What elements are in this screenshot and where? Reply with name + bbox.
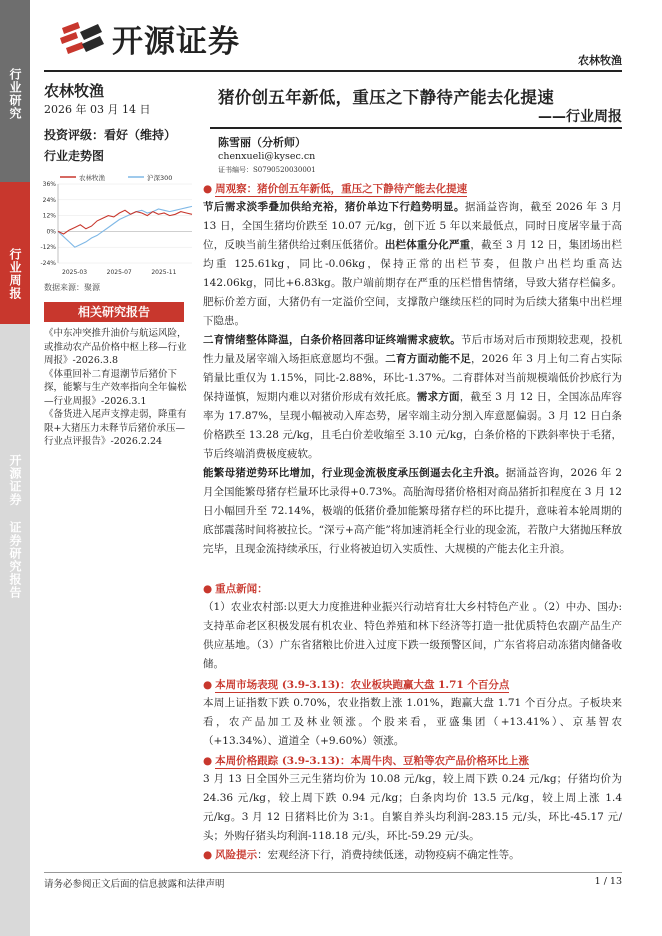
related-report-link[interactable]: 《中东冲突推升油价与航运风险，或推动农产品价格中枢上移—行业周报》-2026.3.8 — [44, 328, 187, 366]
risk-text: ：宏观经济下行，消费持续低迷，动物疫病不确定性等。 — [257, 849, 520, 861]
left-strip-category — [0, 0, 30, 182]
footer-disclaimer: 请务必参阅正文后面的信息披露和法律声明 — [44, 879, 225, 890]
related-reports-list — [44, 327, 190, 449]
industry-name: 农林牧渔 — [44, 82, 105, 100]
market-section — [203, 676, 622, 751]
bullet-icon: ● — [203, 849, 213, 861]
analyst-name: 陈雪丽（分析师） — [218, 136, 306, 149]
company-logo-icon — [58, 18, 106, 58]
para-lead: 节后需求淡季叠加供给充裕，猪价单边下行趋势明显。 — [203, 201, 465, 213]
para-lead: 能繁母猪逆势环比增加，行业现金流极度承压倒逼去化主升浪。 — [203, 467, 506, 479]
strip-type-text: 行业周报 — [8, 248, 22, 300]
report-date: 2026 年 03 月 14 日 — [44, 103, 151, 116]
related-report-link[interactable]: 《备货进入尾声支撑走弱，降重有限+大猪压力未释节后猪价承压—行业点评报告》-2026.2.24 — [44, 409, 187, 447]
header-industry-tag: 农林牧渔 — [578, 54, 622, 67]
y-tick-label: 24% — [42, 196, 56, 204]
strip-category-text: 行业研究 — [8, 68, 22, 120]
investment-rating: 投资评级：看好（维持） — [44, 128, 177, 142]
left-strip-type — [0, 182, 30, 324]
price-text: 3 月 13 日全国外三元生猪均价为 10.08 元/kg，较上周下跌 0.24 元/kg；仔猪均价为 24.36 元/kg，较上周下跌 0.94 元/kg；白条肉均价 13.5 元/kg，较上周上涨 1.4 元/kg。3 月 12 日猪料比价为 3:1。自繁自养头均利润-283.15 元/头，环比-45.17 元/头；外购仔猪头均利润-118.18 元/头，环比-59.29 元/头。 — [203, 773, 622, 842]
weekly-observation-section — [203, 180, 622, 559]
report-title: 猪价创五年新低，重压之下静待产能去化提速 — [218, 88, 554, 107]
para-text: 据涌益咨询，2026 年 2 月全国能繁母猪存栏量环比录得+0.73%。高胎淘母猪价格相对商品猪折扣程度在 3 月 12 日小幅回升至 72.14%，极端的低猪价叠加能繁母猪存栏的环比提升，意味着本轮周期的底部震荡时间将被拉长。“深亏+高产能”将加速消耗全行业的现金流，若散户大猪抛压释放完毕，且现金流持续承压，行业将被迫切入实质性、大规模的产能去化主升浪。 — [203, 467, 623, 555]
header-divider — [44, 70, 622, 72]
report-subtitle: ——行业周报 — [538, 109, 622, 125]
y-tick-label: -12% — [40, 244, 56, 252]
company-name: 开源证券 — [112, 24, 240, 60]
legend-label: 农林牧渔 — [79, 174, 105, 182]
para-text: 节后市场对后市预期较悲观，投机性力量及屠宰端入场拒底意愿均不强。 — [203, 334, 622, 365]
para-text: ，截至 3 月 12 日，全国冻品库容率为 17.87%，呈现小幅被动入库态势，屠宰端主动分割入库意愿偏弱。3 月 12 日白条价格跌至 13.28 元/kg，且毛白价差收缩至 3.10 元/kg，白条价格的下跌斜率快于毛猪，节后终端消费极度疲软。 — [203, 391, 622, 460]
y-tick-label: 0% — [46, 228, 56, 236]
risk-section — [203, 846, 622, 865]
para-text: ，2026 年 3 月上旬二育占实际销量比重仅为 1.15%，同比-2.88%，环比-1.37%。二育群体对当前规模端低价抄底行为保持谨慎，短期内难以对猪价形成有效托底。 — [203, 353, 623, 403]
para-lead: 二育情绪整体降温，白条价格回落印证终端需求疲软。 — [203, 334, 461, 346]
y-tick-label: -24% — [40, 260, 56, 267]
x-tick-label: 2025-07 — [106, 269, 132, 276]
bullet-icon: ● — [203, 755, 213, 767]
bullet-icon: ● — [203, 183, 213, 195]
para-lead: 二育方面动能不足 — [385, 353, 471, 365]
para-text: ，截至 3 月 12 日，集团场出栏均重 125.61kg，同比-0.06kg，保持正常的出栏节奏，但散户出栏均重高达 142.06kg，同比+6.83kg。散户端前期存在严重的压栏惜售情绪，导致大猪存栏偏多。肥标价差方面，大猪仍有一定溢价空间，支撑散户继续压栏的同时为后续大猪集中出栏埋下隐患。 — [203, 239, 622, 327]
footer-divider — [44, 872, 622, 873]
trend-chart-title: 行业走势图 — [44, 149, 105, 163]
legend-label: 沪深300 — [147, 174, 173, 182]
x-tick-label: 2025-11 — [151, 269, 177, 276]
bullet-icon: ● — [203, 583, 213, 595]
y-tick-label: 12% — [42, 212, 56, 220]
market-text: 本周上证指数下跌 0.70%，农业指数上涨 1.01%，跑赢大盘 1.71 个百分点。子板块来看，农产品加工及林业领涨。个股来看，亚盛集团（+13.41%）、京基智农（+13.34%）、道道全（+9.60%）领涨。 — [203, 697, 622, 747]
series-line-csi300 — [58, 206, 192, 247]
series-line-industry — [58, 210, 192, 234]
related-report-link[interactable]: 《体重回补二育退潮节后猪价下探，能繁与生产效率指向全年偏松—行业周报》-2026.3.1 — [44, 368, 187, 407]
bullet-icon: ● — [203, 679, 213, 691]
analyst-cert: 证书编号：S0790520030001 — [218, 166, 316, 174]
section-title: 风险提示 — [215, 849, 258, 861]
section-title: 本周市场表现 (3.9-3.13)：农业板块跑赢大盘 1.71 个百分点 — [215, 679, 510, 691]
analyst-email[interactable]: chenxueli@kysec.cn — [218, 151, 316, 162]
x-tick-label: 2025-03 — [62, 269, 88, 276]
section-title: 重点新闻： — [215, 583, 268, 595]
section-title: 本周价格跟踪 (3.9-3.13)：本周牛肉、豆粕等农产品价格环比上涨 — [215, 755, 529, 767]
page-number: 1 / 13 — [594, 876, 622, 887]
industry-trend-chart — [38, 172, 196, 277]
para-lead: 出栏体重分化严重 — [384, 239, 471, 251]
related-reports-header: 相关研究报告 — [44, 302, 184, 322]
para-lead: 需求方面 — [416, 391, 460, 403]
price-section — [203, 752, 622, 846]
news-section — [203, 580, 622, 674]
section-title: 周观察：猪价创五年新低，重压之下静待产能去化提速 — [215, 183, 468, 195]
strip-brand-text: 开源证券 证券研究报告 — [8, 454, 22, 599]
y-tick-label: 36% — [42, 181, 56, 188]
left-strip-brand — [0, 324, 30, 936]
para-text: 据涌益咨询，截至 2026 年 3 月 13 日，全国生猪均价跌至 10.07 元/kg，创下近 5 年以来最低点，同时日度屠宰量于高位，反映当前生猪供给过剩压低猪价。 — [203, 201, 622, 251]
chart-data-source: 数据来源：聚源 — [44, 283, 100, 292]
news-text: （1）农业农村部:以更大力度推进种业振兴行动培育壮大乡村特色产业 。（2）中办、国办:支持革命老区积极发展有机农业、特色养殖和林下经济等打造一批优质特色农副产品生产供应基地。（3）广东省猪粮比价进入过度下跌一级预警区间，广东省将启动冻猪肉储备收储。 — [203, 601, 622, 670]
title-divider — [210, 127, 622, 129]
